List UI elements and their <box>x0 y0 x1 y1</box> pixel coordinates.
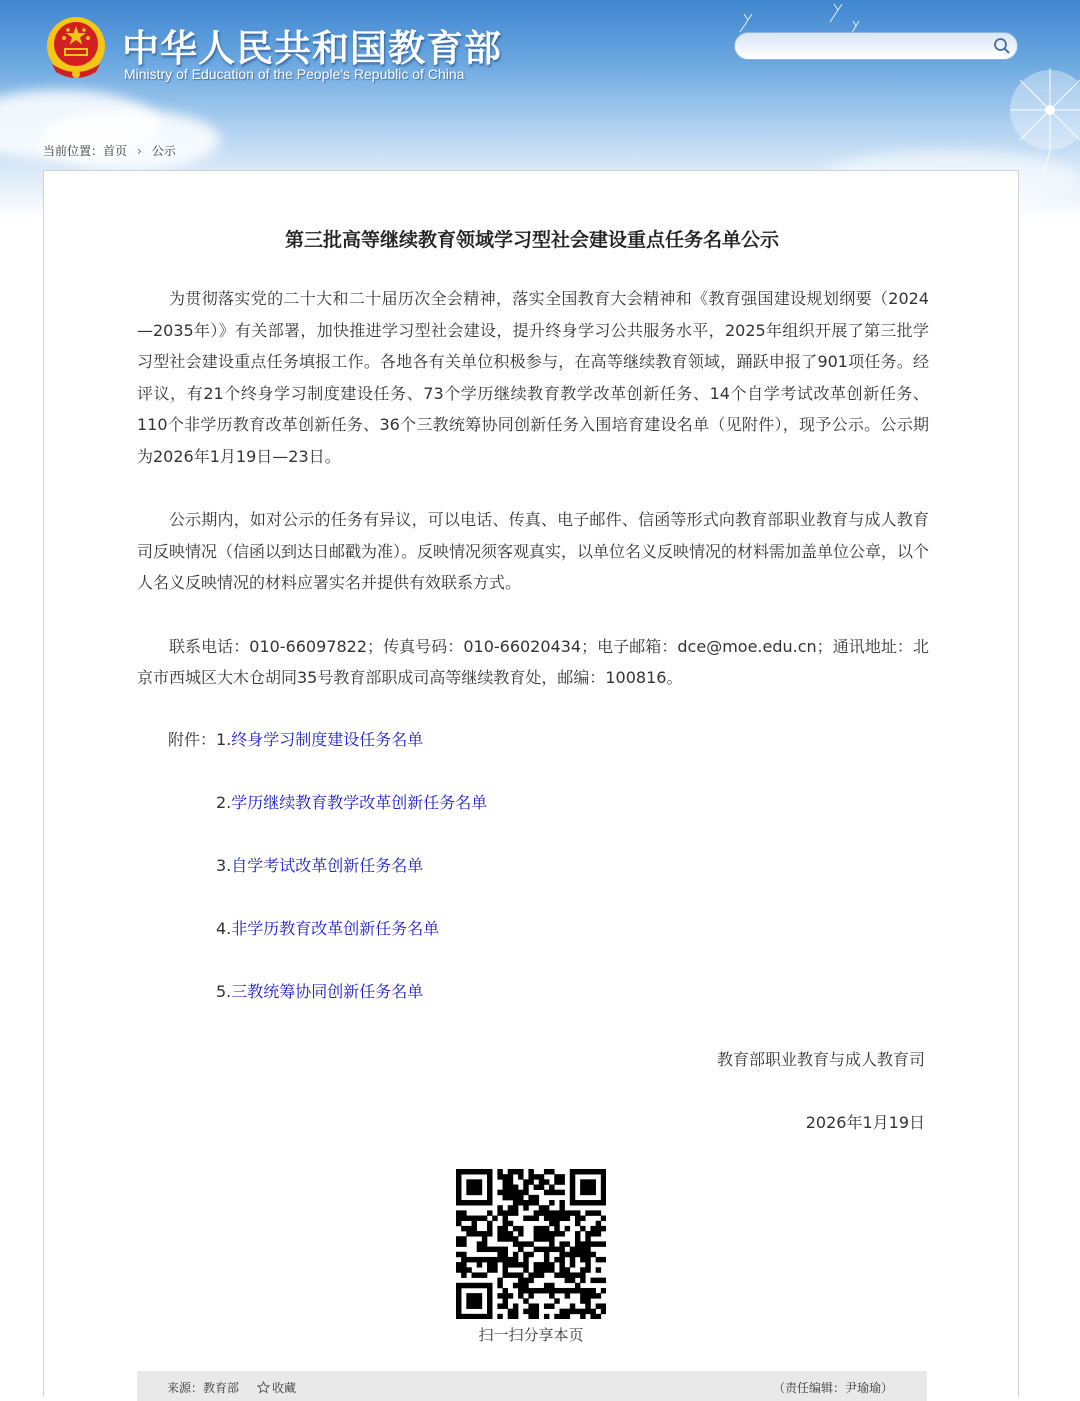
attachment-number: 2. <box>216 793 232 812</box>
attachment-item <box>216 790 487 812</box>
attachment-number: 1. <box>216 730 232 749</box>
site-title: 中华人民共和国教育部 <box>122 27 502 70</box>
attachment-link-3[interactable]: 自学考试改革创新任务名单 <box>231 856 424 875</box>
attachment-link-5[interactable]: 三教统筹协同创新任务名单 <box>231 982 424 1001</box>
article-title: 第三批高等继续教育领域学习型社会建设重点任务名单公示 <box>284 229 779 251</box>
star-icon <box>257 1381 270 1394</box>
qr-caption: 扫一扫分享本页 <box>478 1326 584 1344</box>
qr-code <box>456 1169 606 1319</box>
dandelion-decoration <box>980 40 1080 180</box>
attachment-label: 附件： <box>168 730 217 749</box>
article-container <box>43 170 1019 1397</box>
chevron-right-icon: › <box>137 143 142 158</box>
attachment-item <box>216 979 423 1001</box>
breadcrumb-home-link[interactable]: 首页 <box>103 144 128 158</box>
national-emblem-icon <box>44 14 108 82</box>
search-box <box>734 32 1018 60</box>
breadcrumb-notice-link[interactable]: 公示 <box>151 144 176 158</box>
site-subtitle: Ministry of Education of the People's Republic of China <box>124 66 465 82</box>
search-icon[interactable] <box>993 37 1011 55</box>
favorite-button[interactable] <box>257 1379 296 1396</box>
attachment-number: 5. <box>216 982 232 1001</box>
attachment-item <box>216 853 423 875</box>
attachment-link-4[interactable]: 非学历教育改革创新任务名单 <box>231 919 440 938</box>
article-paragraph: 公示期内，如对公示的任务有异议，可以电话、传真、电子邮件、信函等形式向教育部职业教育与成人教育司反映情况（信函以到达日邮戳为准）。反映情况须客观真实，以单位名义反映情况的材料需加盖单位公章，以个人名义反映情况的材料应署实名并提供有效联系方式。 <box>137 510 930 593</box>
breadcrumb-prefix: 当前位置： <box>43 144 104 158</box>
cloud-decoration <box>40 110 220 170</box>
attachment-link-2[interactable]: 学历继续教育教学改革创新任务名单 <box>231 793 488 812</box>
attachment-item <box>168 727 423 749</box>
search-input[interactable] <box>747 37 991 57</box>
article-paragraph: 为贯彻落实党的二十大和二十届历次全会精神，落实全国教育大会精神和《教育强国建设规划纲要（2024—2035年）》有关部署，加快推进学习型社会建设，提升终身学习公共服务水平，2025年组织开展了第三批学习型社会建设重点任务填报工作。各地各有关单位积极参与，在高等继续教育领域，踊跃申报了901项任务。经评议，有21个终身学习制度建设任务、73个学历继续教育教学改革创新任务、14个自学考试改革创新任务、110个非学历教育改革创新任务、36个三教统筹协同创新任务入围培育建设名单（见附件），现予公示。公示期为2026年1月19日—23日。 <box>137 289 929 466</box>
attachment-number: 3. <box>216 856 232 875</box>
attachment-item <box>216 916 439 938</box>
article-paragraph: 联系电话：010-66097822；传真号码：010-66020434；电子邮箱：dce@moe.edu.cn；通讯地址：北京市西城区大木仓胡同35号教育部职成司高等继续教育处，邮编：100816。 <box>137 636 929 688</box>
issue-date: 2026年1月19日 <box>805 1113 925 1132</box>
attachment-link-1[interactable]: 终身学习制度建设任务名单 <box>231 730 424 749</box>
breadcrumb <box>43 142 176 159</box>
article-body <box>137 283 929 725</box>
editor-label: （责任编辑：尹瑜瑜） <box>772 1381 893 1395</box>
source-label: 来源：教育部 <box>167 1381 240 1395</box>
attachment-number: 4. <box>216 919 232 938</box>
issuer-signature: 教育部职业教育与成人教育司 <box>716 1050 925 1069</box>
favorite-label: 收藏 <box>272 1381 297 1395</box>
